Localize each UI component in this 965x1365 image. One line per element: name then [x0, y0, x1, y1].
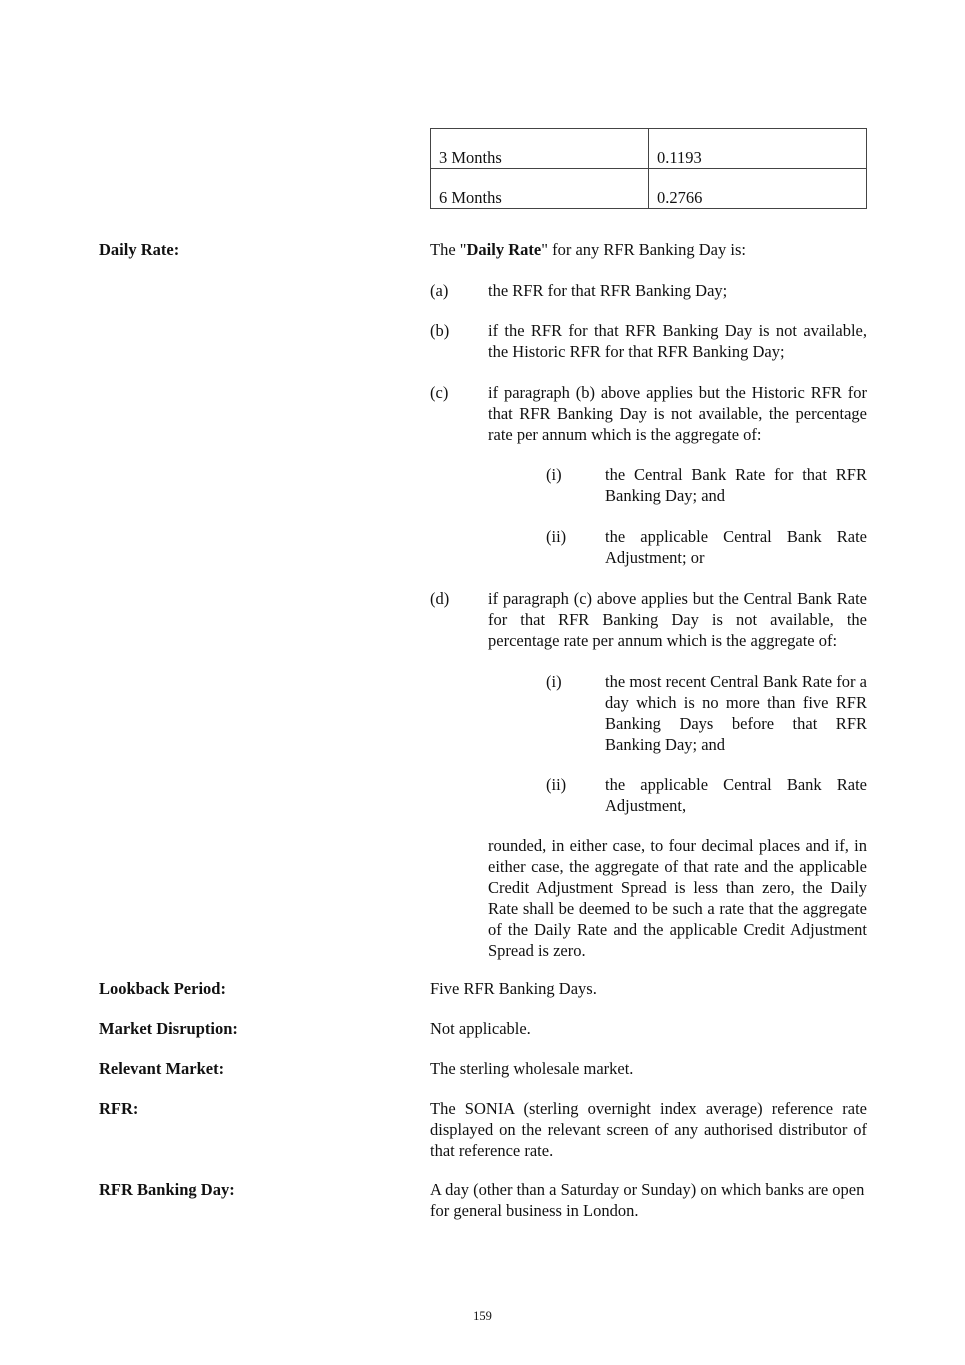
item-text: if paragraph (b) above applies but the Historic RFR for that RFR Banking Day is not available, the percentage rate per annum which is the aggregate of:	[488, 383, 867, 444]
table-cell-period: 6 Months	[431, 169, 649, 209]
term-daily-rate: Daily Rate:	[99, 240, 180, 259]
table-row	[431, 169, 867, 209]
value-relevant-market: The sterling wholesale market.	[430, 1059, 634, 1078]
item-text: if paragraph (c) above applies but the Central Bank Rate for that RFR Banking Day is not available, the percentage rate per annum which is the aggregate of:	[488, 589, 867, 650]
item-label: (c)	[430, 383, 449, 402]
item-label: (b)	[430, 321, 450, 340]
daily-rate-bold: Daily Rate	[466, 240, 542, 259]
subitem-label: (ii)	[546, 527, 567, 546]
item-label: (a)	[430, 281, 449, 300]
subitem-text: the most recent Central Bank Rate for a day which is no more than five RFR Banking Days before that RFR Banking Day; and	[605, 672, 867, 754]
value-rfr: The SONIA (sterling overnight index average) reference rate displayed on the relevant screen of any authorised distributor of that reference rate.	[430, 1099, 867, 1160]
table-row	[431, 129, 867, 169]
table-cell-value: 0.2766	[649, 169, 867, 209]
term-lookback-period: Lookback Period:	[99, 979, 226, 998]
subitem-text: the applicable Central Bank Rate Adjustment,	[605, 775, 867, 815]
value-market-disruption: Not applicable.	[430, 1019, 531, 1038]
page-number: 159	[473, 1309, 492, 1323]
table-cell-period: 3 Months	[431, 129, 649, 169]
term-relevant-market: Relevant Market:	[99, 1059, 225, 1078]
value-lookback-period: Five RFR Banking Days.	[430, 979, 597, 998]
subitem-label: (i)	[546, 672, 562, 691]
subitem-label: (ii)	[546, 775, 567, 794]
term-rfr: RFR:	[99, 1099, 139, 1118]
item-text: the RFR for that RFR Banking Day;	[488, 281, 728, 300]
subitem-text: the applicable Central Bank Rate Adjustment; or	[605, 527, 867, 567]
item-label: (d)	[430, 589, 450, 608]
item-text: if the RFR for that RFR Banking Day is not available, the Historic RFR for that RFR Banking Day;	[488, 321, 867, 361]
subitem-text: the Central Bank Rate for that RFR Banking Day; and	[605, 465, 867, 505]
table-cell-value: 0.1193	[649, 129, 867, 169]
rounding-paragraph: rounded, in either case, to four decimal places and if, in either case, the aggregate of that rate and the applicable Credit Adjustment Spread is less than zero, the Daily Rate shall be deemed to be such a rate that the aggregate of the Daily Rate and the applicable Credit Adjustment Spread is zero.	[488, 836, 867, 960]
subitem-label: (i)	[546, 465, 562, 484]
credit-adjustment-spread-table	[430, 128, 867, 209]
term-rfr-banking-day: RFR Banking Day:	[99, 1180, 235, 1199]
daily-rate-intro: The "Daily Rate" for any RFR Banking Day is:	[430, 240, 746, 259]
term-market-disruption: Market Disruption:	[99, 1019, 238, 1038]
value-rfr-banking-day: A day (other than a Saturday or Sunday) on which banks are open for general business in London.	[430, 1180, 865, 1220]
